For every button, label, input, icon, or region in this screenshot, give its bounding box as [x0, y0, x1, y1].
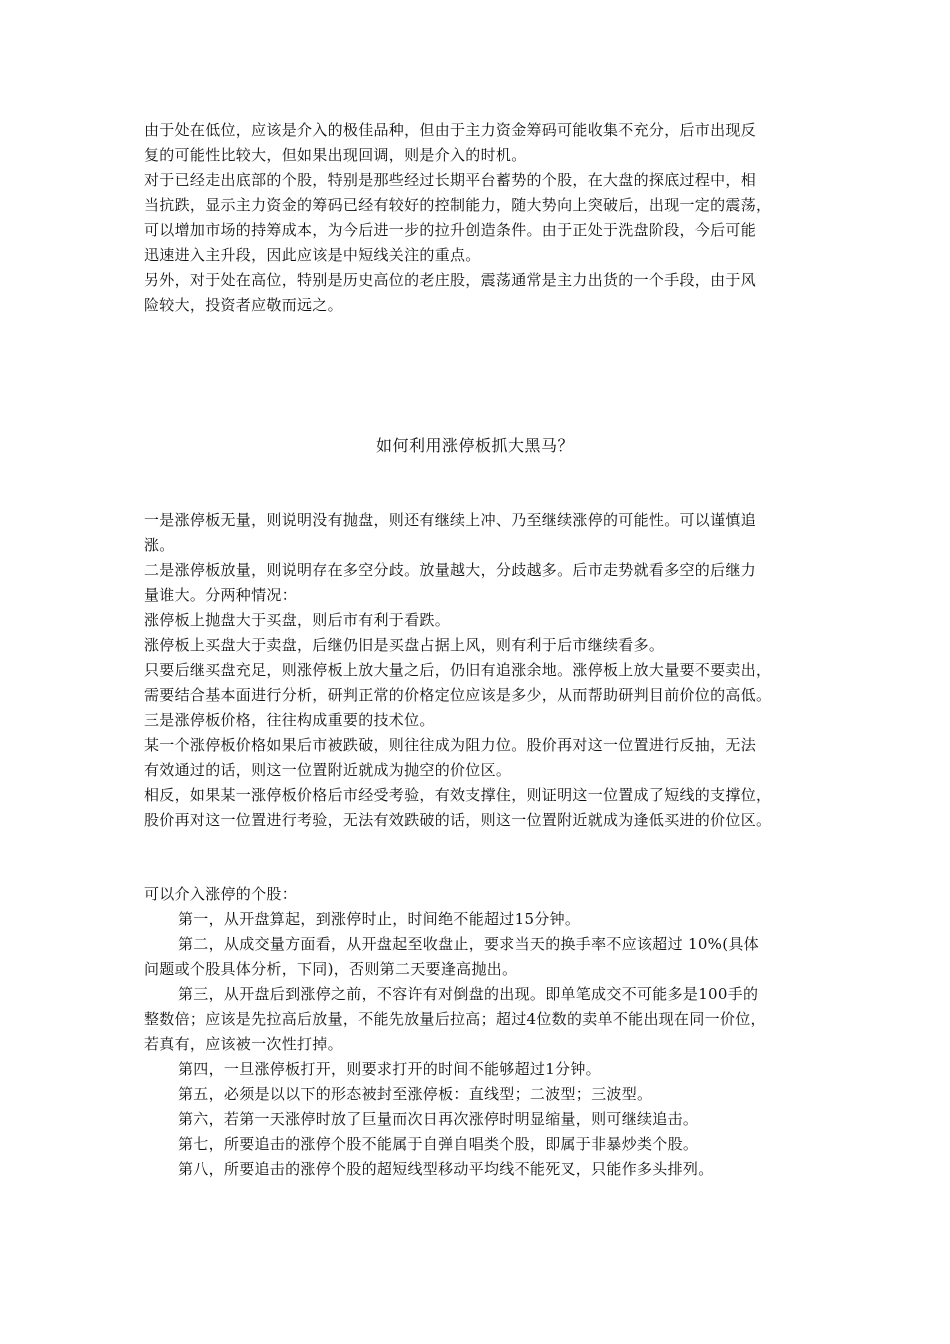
- section-title: 如何利用涨停板抓大黑马？: [375, 436, 574, 455]
- text-line: 涨。: [144, 536, 175, 554]
- text-line: 另外，对于处在高位，特别是历史高位的老庄股，震荡通常是主力出货的一个手段，由于风: [144, 271, 757, 289]
- text-line: 对于已经走出底部的个股，特别是那些经过长期平台蓄势的个股，在大盘的探底过程中，相: [144, 171, 757, 189]
- text-line: 第四，一旦涨停板打开，则要求打开的时间不能够超过1分钟。: [178, 1060, 601, 1078]
- text-line: 第六，若第一天涨停时放了巨量而次日再次涨停时明显缩量，则可继续追击。: [178, 1110, 699, 1128]
- text-line: 量谁大。分两种情况：: [144, 586, 298, 604]
- text-line: 第三，从开盘后到涨停之前，不容许有对倒盘的出现。即单笔成交不可能多是100手的: [178, 985, 759, 1003]
- limit-up-analysis-paragraphs: [144, 508, 808, 833]
- text-line: 若真有，应该被一次性打掉。: [144, 1035, 343, 1053]
- text-line: 由于处在低位，应该是介入的极佳品种，但由于主力资金筹码可能收集不充分，后市出现反: [144, 121, 757, 139]
- text-line: 第五，必须是以以下的形态被封至涨停板：直线型；二波型；三波型。: [178, 1085, 653, 1103]
- text-line: 险较大，投资者应敬而远之。: [144, 296, 343, 314]
- text-line: 复的可能性比较大，但如果出现回调，则是介入的时机。: [144, 146, 527, 164]
- text-line: 有效通过的话，则这一位置附近就成为抛空的价位区。: [144, 761, 512, 779]
- text-line: 可以增加市场的持筹成本，为今后进一步的拉升创造条件。由于正处于洗盘阶段，今后可能: [144, 221, 757, 239]
- text-line: 需要结合基本面进行分析，研判正常的价格定位应该是多少，从而帮助研判目前价位的高低。: [144, 686, 772, 704]
- text-line: 当抗跌，显示主力资金的筹码已经有较好的控制能力，随大势向上突破后，出现一定的震荡，: [144, 196, 772, 214]
- text-line: 涨停板上抛盘大于买盘，则后市有利于看跌。: [144, 611, 451, 629]
- text-line: 三是涨停板价格，往往构成重要的技术位。: [144, 711, 435, 729]
- text-line: 第八，所要追击的涨停个股的超短线型移动平均线不能死叉，只能作多头排列。: [178, 1160, 714, 1178]
- text-line: 股价再对这一位置进行考验，无法有效跌破的话，则这一位置附近就成为逢低买进的价位区。: [144, 811, 772, 829]
- text-line: 某一个涨停板价格如果后市被跌破，则往往成为阻力位。股价再对这一位置进行反抽，无法: [144, 736, 757, 754]
- text-line: 整数倍；应该是先拉高后放量，不能先放量后拉高；超过4位数的卖单不能出现在同一价位，: [144, 1010, 766, 1028]
- text-line: 第一，从开盘算起，到涨停时止，时间绝不能超过15分钟。: [178, 910, 581, 928]
- intro-paragraphs: [144, 118, 808, 318]
- text-line: 第二，从成交量方面看，从开盘起至收盘止，要求当天的换手率不应该超过 10%(具体: [178, 935, 759, 953]
- text-line: 相反，如果某一涨停板价格后市经受考验，有效支撑住，则证明这一位置成了短线的支撑位，: [144, 786, 772, 804]
- text-line: 可以介入涨停的个股：: [144, 885, 298, 903]
- text-line: 涨停板上买盘大于卖盘，后继仍旧是买盘占据上风，则有利于后市继续看多。: [144, 636, 665, 654]
- text-line: 第七，所要追击的涨停个股不能属于自弹自唱类个股，即属于非暴炒类个股。: [178, 1135, 699, 1153]
- text-line: 一是涨停板无量，则说明没有抛盘，则还有继续上冲、乃至继续涨停的可能性。可以谨慎追: [144, 511, 757, 529]
- text-line: 迅速进入主升段，因此应该是中短线关注的重点。: [144, 246, 481, 264]
- text-line: 问题或个股具体分析，下同)，否则第二天要逢高抛出。: [144, 960, 518, 978]
- text-line: 二是涨停板放量，则说明存在多空分歧。放量越大，分歧越多。后市走势就看多空的后继力: [144, 561, 757, 579]
- entry-criteria-list: [144, 882, 808, 1182]
- text-line: 只要后继买盘充足，则涨停板上放大量之后，仍旧有追涨余地。涨停板上放大量要不要卖出，: [144, 661, 772, 679]
